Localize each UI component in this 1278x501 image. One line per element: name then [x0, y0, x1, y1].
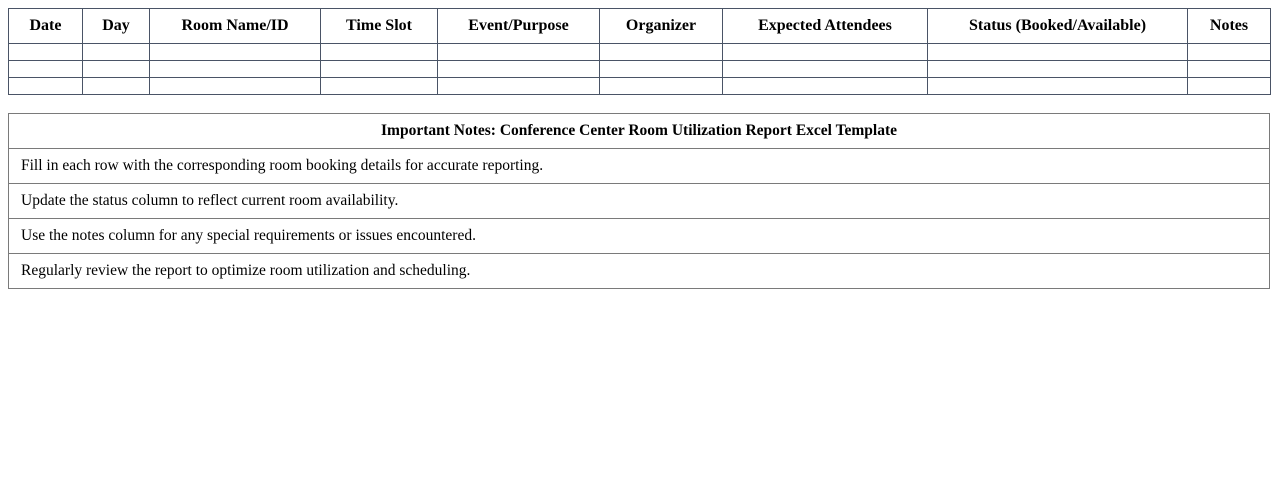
header-expected-attendees: Expected Attendees: [723, 9, 928, 44]
list-item: [9, 254, 1270, 289]
header-status: Status (Booked/Available): [928, 9, 1188, 44]
table-cell[interactable]: [150, 78, 321, 95]
important-notes-table: [8, 113, 1270, 289]
list-item: [9, 219, 1270, 254]
table-cell[interactable]: [438, 44, 600, 61]
table-cell[interactable]: [83, 61, 150, 78]
table-cell[interactable]: [438, 78, 600, 95]
table-row: [9, 44, 1271, 61]
table-cell[interactable]: [928, 78, 1188, 95]
table-cell[interactable]: [723, 61, 928, 78]
header-event-purpose: Event/Purpose: [438, 9, 600, 44]
header-row: [9, 9, 1271, 44]
header-day: Day: [83, 9, 150, 44]
table-cell[interactable]: [83, 78, 150, 95]
note-text: Regularly review the report to optimize room utilization and scheduling.: [9, 254, 1270, 289]
table-row: [9, 61, 1271, 78]
table-cell[interactable]: [1188, 61, 1271, 78]
table-cell[interactable]: [928, 61, 1188, 78]
list-item: [9, 149, 1270, 184]
table-cell[interactable]: [321, 44, 438, 61]
table-cell[interactable]: [321, 78, 438, 95]
document-body: [8, 8, 1270, 289]
table-cell[interactable]: [9, 78, 83, 95]
notes-title: Important Notes: Conference Center Room Utilization Report Excel Template: [9, 114, 1270, 149]
note-text: Fill in each row with the corresponding room booking details for accurate reporting.: [9, 149, 1270, 184]
table-row: [9, 78, 1271, 95]
header-room-name-id: Room Name/ID: [150, 9, 321, 44]
header-organizer: Organizer: [600, 9, 723, 44]
header-time-slot: Time Slot: [321, 9, 438, 44]
table-cell[interactable]: [928, 44, 1188, 61]
list-item: [9, 184, 1270, 219]
notes-title-row: [9, 114, 1270, 149]
header-date: Date: [9, 9, 83, 44]
table-cell[interactable]: [723, 44, 928, 61]
header-notes: Notes: [1188, 9, 1271, 44]
booking-table: [8, 8, 1271, 95]
note-text: Update the status column to reflect current room availability.: [9, 184, 1270, 219]
table-cell[interactable]: [600, 44, 723, 61]
table-cell[interactable]: [600, 78, 723, 95]
note-text: Use the notes column for any special requirements or issues encountered.: [9, 219, 1270, 254]
table-cell[interactable]: [321, 61, 438, 78]
table-cell[interactable]: [9, 44, 83, 61]
table-cell[interactable]: [83, 44, 150, 61]
table-cell[interactable]: [1188, 44, 1271, 61]
table-cell[interactable]: [150, 61, 321, 78]
table-cell[interactable]: [150, 44, 321, 61]
table-cell[interactable]: [9, 61, 83, 78]
table-cell[interactable]: [438, 61, 600, 78]
table-cell[interactable]: [1188, 78, 1271, 95]
table-cell[interactable]: [600, 61, 723, 78]
table-cell[interactable]: [723, 78, 928, 95]
